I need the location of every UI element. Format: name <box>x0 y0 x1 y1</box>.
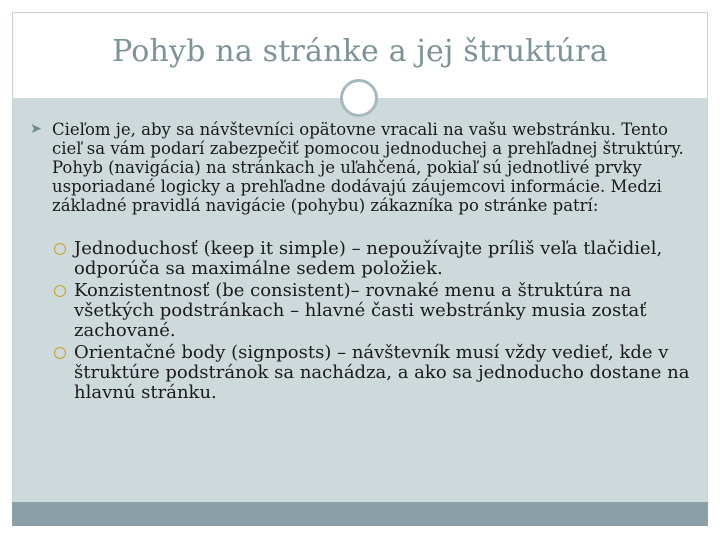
rule-text: Jednoduchosť (keep it simple) – nepoužívajte príliš veľa tlačidiel, odporúča sa maximálne sedem položiek. <box>74 238 663 279</box>
circle-bullet-icon <box>54 243 66 255</box>
circle-bullet-icon <box>54 347 66 359</box>
list-item <box>52 281 690 341</box>
arrow-bullet-icon: ➤ <box>30 121 42 137</box>
rule-text: Konzistentnosť (be consistent)– rovnaké menu a štruktúra na všetkých podstránkach – hlavné časti webstránky musia zostať zachované. <box>74 280 647 341</box>
list-item <box>52 239 690 279</box>
intro-paragraph <box>30 120 690 215</box>
slide-content <box>30 120 690 405</box>
intro-text: Cieľom je, aby sa návštevníci opätovne vracali na vašu webstránku. Tento cieľ sa vám podarí zabezpečiť pomocou jednoduchej a prehľadnej štruktúry. Pohyb (navigácia) na stránkach je uľahčená, pokiaľ sú jednotlivé prvky usporiadané logicky a prehľadne dodávajú záujemcovi informácie. Medzi základné pravidlá navigácie (pohybu) zákazníka po stránke patrí: <box>52 120 684 215</box>
circle-bullet-icon <box>54 285 66 297</box>
slide-title: Pohyb na stránke a jej štruktúra <box>112 34 608 69</box>
footer-bar <box>12 502 708 526</box>
ring-ornament-icon <box>340 79 378 117</box>
rules-list <box>30 239 690 403</box>
list-item <box>52 343 690 403</box>
rule-text: Orientačné body (signposts) – návštevník musí vždy vedieť, kde v štruktúre podstránok sa nachádza, a ako sa jednoducho dostane na hlavnú stránku. <box>74 342 690 403</box>
